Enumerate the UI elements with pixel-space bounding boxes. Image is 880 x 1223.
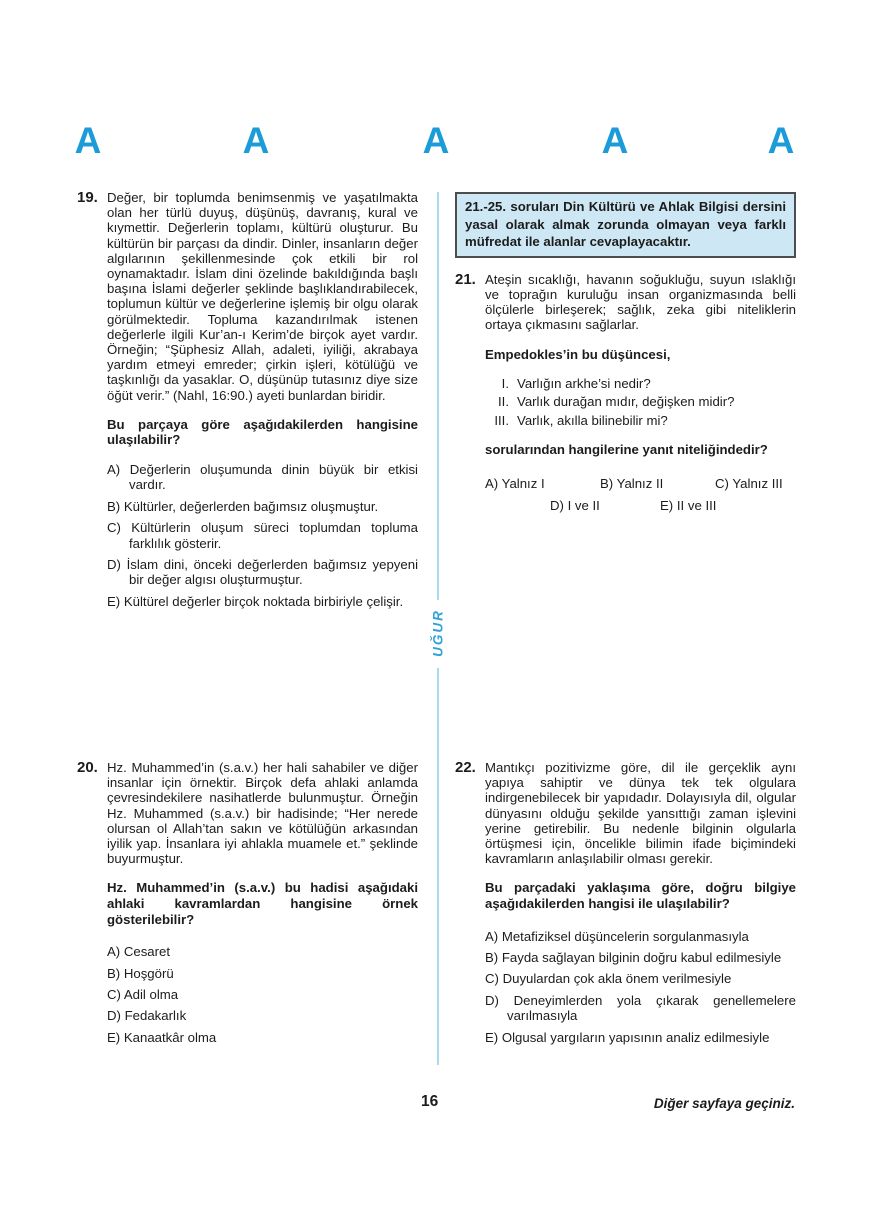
option-b-label: B) (600, 475, 614, 491)
question-20-body: Hz. Muhammed’in (s.a.v.) her hali sahabiler ve diğer insanlar için örnektir. Birçok defa ahlaki anlamda çevresindekilere nasihatlerde bulunmuştur. Örneğin Hz. Muhammed (s.a.v.) bir hadisinde; “Her nerede olursan ol Allah’tan sakın ve kötülüğün arkasından iyilik yap. İnsanlara iyi ahlakla muamele et.” şeklinde buyurmuştur. (107, 760, 418, 867)
question-20-stem: Hz. Muhammed’in (s.a.v.) bu hadisi aşağıdaki ahlaki kavramlardan hangisine örnek gösterilebilir? (107, 880, 418, 927)
option-c-text: Adil olma (123, 987, 179, 1003)
column-divider-bottom (437, 668, 439, 1065)
option-b-label: B) (107, 498, 121, 514)
roman-item-1 (485, 376, 796, 391)
option-a-text: Cesaret (123, 944, 171, 960)
option-c-text: Yalnız III (732, 475, 783, 491)
publisher-watermark: UĞUR (430, 609, 446, 657)
option-e (660, 498, 716, 513)
option-d-label: D) (107, 1008, 121, 1024)
question-19-stem: Bu parçaya göre aşağıdakilerden hangisine ulaşılabilir? (107, 416, 418, 448)
form-letter-a-4: A (601, 120, 629, 161)
option-e-label: E) (107, 593, 121, 609)
option-e-text: Olgusal yargıların yapısının analiz edilmesiyle (501, 1029, 770, 1045)
option-d (107, 557, 418, 588)
option-c-label: C) (485, 971, 499, 987)
question-21-options-row1 (485, 476, 796, 498)
option-d-text: I ve II (567, 497, 600, 513)
question-21-options-row2 (485, 498, 796, 520)
question-22-options (485, 929, 796, 1045)
roman-item-2 (485, 394, 796, 409)
option-b (107, 966, 418, 981)
option-d (107, 1008, 418, 1023)
option-b (107, 499, 418, 514)
option-c (715, 476, 783, 491)
option-e (107, 594, 418, 609)
roman-item-3 (485, 413, 796, 428)
question-19 (77, 190, 418, 615)
question-19-body: Değer, bir toplumda benimsenmiş ve yaşatılmakta olan her türlü duyuş, düşünüş, davranış, kural ve kıymettir. Değerlerin toplamı, kültürü oluşturur. Bu kültürün bir parçası da dindir. Dinler, insanların değer algılarının şekillenmesinde çok etkili bir rol oynamaktadır. İslam dini özelinde bakıldığında başlı başına İslami değerler şeklinde başlıklandırabilecek, toplumun kültür ve değerlerine işlemiş bir olgu olarak görülmektedir. Topluma kazandırılmak istenen değerlerle ilgili Kur’an-ı Kerim’de birçok ayet vardır. Örneğin; “Şüphesiz Allah, adaleti, iyiliği, akrabaya yardım etmeyi emreder; çirkin işleri, kötülüğü ve taşkınlığı da yasaklar. O, düşünüp tutasınız diye size öğüt verir.” (Nahl, 16:90.) ayeti bunlardan biridir. (107, 190, 418, 403)
option-b-text: Yalnız II (616, 475, 664, 491)
option-b-text: Fayda sağlayan bilginin doğru kabul edilmesiyle (501, 950, 782, 966)
question-22-stem: Bu parçadaki yaklaşıma göre, doğru bilgiye aşağıdakilerden hangisi ile ulaşılabilir? (485, 880, 796, 912)
question-21-stem: sorularından hangilerine yanıt niteliğindedir? (485, 441, 768, 457)
form-letter-a-2: A (242, 120, 270, 161)
option-c (107, 520, 418, 551)
page-number: 16 (421, 1093, 439, 1110)
question-21 (455, 272, 796, 520)
option-a-text: Değerlerin oluşumunda dinin büyük bir etkisi vardır. (129, 462, 418, 493)
option-a (107, 462, 418, 493)
question-21-number: 21. (455, 270, 476, 288)
option-c-text: Duyulardan çok akla önem verilmesiyle (502, 971, 732, 987)
question-19-number: 19. (77, 189, 98, 206)
option-d (550, 498, 600, 513)
option-a-label: A) (107, 462, 121, 478)
roman-text: Varlık durağan mıdır, değişken midir? (517, 394, 735, 410)
roman-text: Varlığın arkhe’si nedir? (517, 375, 651, 391)
option-b (600, 476, 663, 491)
option-a (485, 929, 796, 944)
question-21-items (485, 376, 796, 428)
roman-numeral: III. (494, 412, 509, 428)
option-b-label: B) (485, 950, 499, 966)
option-a-text: Metafiziksel düşüncelerin sorgulanmasıyla (501, 928, 749, 944)
option-e-text: II ve III (676, 497, 717, 513)
roman-text: Varlık, akılla bilinebilir mi? (517, 412, 668, 428)
option-a-label: A) (485, 928, 499, 944)
question-20 (77, 760, 418, 1051)
question-21-body: Ateşin sıcaklığı, havanın soğukluğu, suyun ıslaklığı ve toprağın kuruluğu insan organizmasında belli ölçülerle birleşerek; sağlık, zeka gibi niteliklerin ortaya çıkmasını sağlarlar. (485, 271, 796, 333)
option-d-text: İslam dini, önceki değerlerden bağımsız yepyeni bir değer algısı oluşturmuştur. (126, 557, 418, 588)
option-d (485, 993, 796, 1024)
option-d-text: Fedakarlık (124, 1008, 187, 1024)
column-divider-top (437, 192, 439, 600)
option-e-label: E) (485, 1029, 499, 1045)
option-e-text: Kanaatkâr olma (123, 1029, 217, 1045)
question-20-options (107, 944, 418, 1045)
option-b-label: B) (107, 965, 121, 981)
option-a-label: A) (485, 475, 499, 491)
roman-numeral: II. (498, 394, 509, 410)
option-b (485, 950, 796, 965)
option-c (107, 987, 418, 1002)
option-e (107, 1030, 418, 1045)
form-letter-a-1: A (74, 120, 102, 161)
question-22-number: 22. (455, 759, 476, 776)
option-b-text: Kültürler, değerlerden bağımsız oluşmuştur. (123, 498, 379, 514)
option-d-text: Deneyimlerden yola çıkarak genellemelere varılmasıyla (507, 992, 796, 1024)
section-instruction-box: 21.-25. soruları Din Kültürü ve Ahlak Bilgisi dersini yasal olarak almak zorunda olmayan veya farklı müfredat ile alanlar cevaplayacaktır. (455, 192, 796, 258)
option-c-label: C) (715, 475, 729, 491)
option-c (485, 971, 796, 986)
form-letter-a-3: A (422, 120, 450, 161)
option-d-label: D) (550, 497, 564, 513)
question-22-body: Mantıkçı pozitivizme göre, dil ile gerçeklik aynı yapıya sahiptir ve dünya tek tek olgulara indirgenebilecek bir yapıdadır. Dolayısıyla dil, olgular dünyasını olduğu şekilde yansıttığı zaman işlevini yerine getirebilir. Bu nedenle bilginin olgularla örtüşmesi için, öncelikle bilimin ifade biçimindeki kavramların anlaşılabilir olması gerekir. (485, 760, 796, 867)
option-a-text: Yalnız I (501, 475, 545, 491)
question-20-number: 20. (77, 759, 98, 776)
roman-numeral: I. (501, 375, 509, 391)
right-column-top (455, 192, 796, 520)
option-a (107, 944, 418, 959)
question-21-lead: Empedokles’in bu düşüncesi, (485, 347, 671, 363)
option-e-text: Kültürel değerler birçok noktada birbiriyle çelişir. (123, 593, 404, 609)
option-b-text: Hoşgörü (123, 965, 174, 981)
option-c-label: C) (107, 987, 121, 1003)
question-19-options (107, 462, 418, 609)
next-page-instruction: Diğer sayfaya geçiniz. (653, 1096, 795, 1111)
form-letter-a-5: A (767, 120, 795, 161)
option-d-label: D) (485, 992, 499, 1008)
option-d-label: D) (107, 557, 121, 573)
option-e-label: E) (107, 1029, 121, 1045)
option-c-text: Kültürlerin oluşum süreci toplumdan topluma farklılık gösterir. (129, 520, 418, 551)
option-c-label: C) (107, 520, 121, 536)
option-e-label: E) (660, 497, 674, 513)
option-a (485, 476, 545, 491)
option-a-label: A) (107, 944, 121, 960)
option-e (485, 1030, 796, 1045)
question-22 (455, 760, 796, 1051)
